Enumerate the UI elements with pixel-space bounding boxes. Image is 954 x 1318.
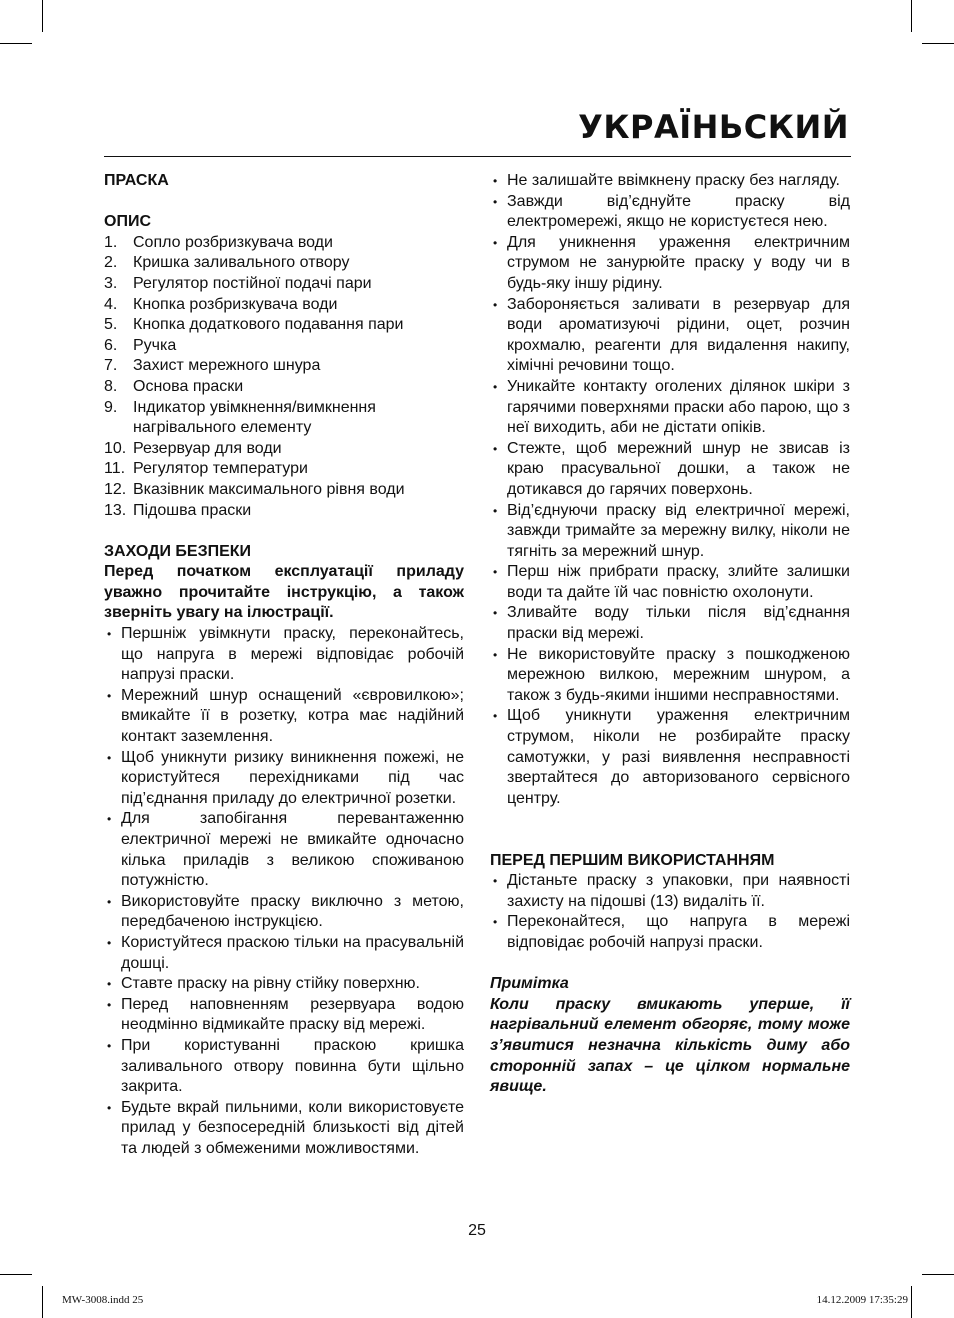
list-item-number: 12. — [104, 480, 127, 498]
list-item-number: 1. — [104, 233, 118, 251]
list-item — [104, 459, 464, 480]
list-item — [104, 439, 464, 460]
bullet-item: • Переконайтеся, що напруга в мережі відповідає робочій напрузі праски. — [490, 912, 850, 953]
bullet-item: • Користуйтеся праскою тільки на прасувальній дошці. — [104, 933, 464, 974]
list-item-text: Основа праски — [133, 377, 244, 395]
note-text: Коли праску вмикають уперше, її нагрівальний елемент обгоряє, тому може з’явитися незначна кількість диму або сторонній запах – це цілком нормальне явище. — [490, 995, 850, 1096]
safety-intro: Перед початком експлуатації приладу уважно прочитайте інструкцію, а також зверніть увагу на ілюстрації. — [104, 563, 464, 622]
crop-mark — [0, 43, 32, 44]
list-item-number: 5. — [104, 316, 118, 334]
list-item-text: Сопло розбризкувача води — [133, 233, 333, 251]
bullet-item: • При користуванні праскою кришка заливального отвору повинна бути щільно закрита. — [104, 1036, 464, 1098]
first-use-heading: ПЕРЕД ПЕРШИМ ВИКОРИСТАННЯМ — [490, 851, 775, 869]
list-item-number: 10. — [104, 439, 127, 457]
safety-list-continued — [490, 171, 850, 809]
note-heading: Примітка — [490, 975, 569, 993]
title-rule — [104, 156, 851, 157]
list-item-number: 3. — [104, 274, 118, 292]
file-slug: MW-3008.indd 25 — [62, 1294, 144, 1306]
bullet-item: • Ставте праску на рівну стійку поверхню. — [104, 974, 464, 995]
bullet-item: • Перш ніж прибрати праску, злийте залишки води та дайте їй час повністю охолонути. — [490, 562, 850, 603]
bullet-item: • Завжди від’єднуйте праску від електромережі, якщо не користуєтеся нею. — [490, 192, 850, 233]
bullet-item: • Від’єднуючи праску від електричної мережі, завжди тримайте за мережну вилку, ніколи не тягніть за мережний шнур. — [490, 501, 850, 563]
bullet-item: • Будьте вкрай пильними, коли використовуєте прилад у безпосередній близькості від дітей та людей з обмеженими можливостями. — [104, 1098, 464, 1160]
list-item — [104, 377, 464, 398]
list-item — [104, 501, 464, 522]
crop-mark — [911, 1286, 912, 1318]
list-item-number: 11. — [104, 460, 126, 478]
list-item-text: Кнопка розбризкувача води — [133, 295, 338, 313]
list-item — [104, 295, 464, 316]
list-item — [104, 398, 464, 439]
bullet-item: • Не залишайте ввімкнену праску без нагляду. — [490, 171, 850, 192]
crop-mark — [911, 0, 912, 32]
list-item-text: Кришка заливального отвору — [133, 254, 350, 272]
bullet-item: • Зливайте воду тільки після від’єднання праски від мережі. — [490, 603, 850, 644]
list-item-number: 9. — [104, 398, 118, 416]
page-title: УКРАЇНЬСКИЙ — [578, 108, 849, 146]
bullet-item: • Забороняється заливати в резервуар для води ароматизуючі рідини, оцет, розчин крохмалю, реагенти для видалення накипу, хімічні речовини тощо. — [490, 295, 850, 377]
list-item-number: 13. — [104, 501, 127, 519]
bullet-item: • Дістаньте праску з упаковки, при наявності захисту на підошві (13) видаліть її. — [490, 871, 850, 912]
list-item — [104, 253, 464, 274]
bullet-item: • Щоб уникнути ризику виникнення пожежі, не користуйтеся перехідниками під час під’єднання приладу до електричної розетки. — [104, 748, 464, 810]
list-item-text: Ручка — [133, 336, 177, 354]
list-item-number: 4. — [104, 295, 118, 313]
description-heading: ОПИС — [104, 213, 151, 231]
bullet-item: • Уникайте контакту оголених ділянок шкіри з гарячими поверхнями праски або парою, що з неї виходить, аби не дістати опіків. — [490, 377, 850, 439]
list-item-text: Вказівник максимального рівня води — [133, 480, 405, 498]
bullet-item: • Перед наповненням резервуара водою неодмінно відмикайте праску від мережі. — [104, 995, 464, 1036]
list-item-number: 8. — [104, 377, 118, 395]
list-item-number: 7. — [104, 357, 118, 375]
list-item-text: Кнопка додаткового подавання пари — [133, 316, 404, 334]
crop-mark — [42, 0, 43, 32]
safety-list — [104, 624, 464, 1159]
crop-mark — [0, 1274, 32, 1275]
print-timestamp: 14.12.2009 17:35:29 — [816, 1294, 908, 1306]
crop-mark — [42, 1286, 43, 1318]
bullet-item: • Не використовуйте праску з пошкодженою мережною вилкою, мережним шнуром, а також з будь-якими іншими несправностями. — [490, 645, 850, 707]
bullet-item: • Для уникнення ураження електричним струмом не занурюйте праску у воду чи в будь-яку іншу рідину. — [490, 233, 850, 295]
bullet-item: • Щоб уникнути ураження електричним струмом, ніколи не розбирайте праску самотужки, у разі виявлення несправності звертайтеся до авторизованого сервісного центру. — [490, 706, 850, 809]
list-item-text: Резервуар для води — [133, 439, 282, 457]
bullet-item: • Для запобігання перевантаженню електричної мережі не вмикайте одночасно кілька приладів з великою споживаною потужністю. — [104, 809, 464, 891]
list-item — [104, 315, 464, 336]
bullet-item: • Першніж увімкнути праску, переконайтесь, що напруга в мережі відповідає робочій напрузі праски. — [104, 624, 464, 686]
bullet-item: • Мережний шнур оснащений «євровилкою»; вмикайте її в розетку, котра має надійний контакт заземлення. — [104, 686, 464, 748]
bullet-item: • Стежте, щоб мережний шнур не звисав із краю прасувальної дошки, а також не дотикався до гарячих поверхонь. — [490, 439, 850, 501]
list-item-text: Підошва праски — [133, 501, 252, 519]
left-column — [104, 171, 464, 1160]
page-number: 25 — [468, 1222, 486, 1239]
list-item-text: Індикатор увімкнення/вимкнення нагрівального елементу — [133, 398, 376, 437]
right-column — [490, 171, 850, 1098]
bullet-item: • Використовуйте праску виключно з метою, передбаченою інструкцією. — [104, 892, 464, 933]
list-item-text: Регулятор постійної подачі пари — [133, 274, 372, 292]
list-item-text: Захист мережного шнура — [133, 357, 321, 375]
list-item — [104, 336, 464, 357]
safety-heading: ЗАХОДИ БЕЗПЕКИ — [104, 542, 252, 560]
list-item — [104, 233, 464, 254]
list-item — [104, 274, 464, 295]
crop-mark — [922, 43, 954, 44]
first-use-list — [490, 871, 850, 953]
crop-mark — [922, 1274, 954, 1275]
list-item — [104, 356, 464, 377]
description-list — [104, 233, 464, 521]
list-item-number: 6. — [104, 336, 118, 354]
product-heading: ПРАСКА — [104, 172, 169, 189]
list-item-text: Регулятор температури — [133, 460, 308, 478]
list-item-number: 2. — [104, 254, 118, 272]
list-item — [104, 480, 464, 501]
